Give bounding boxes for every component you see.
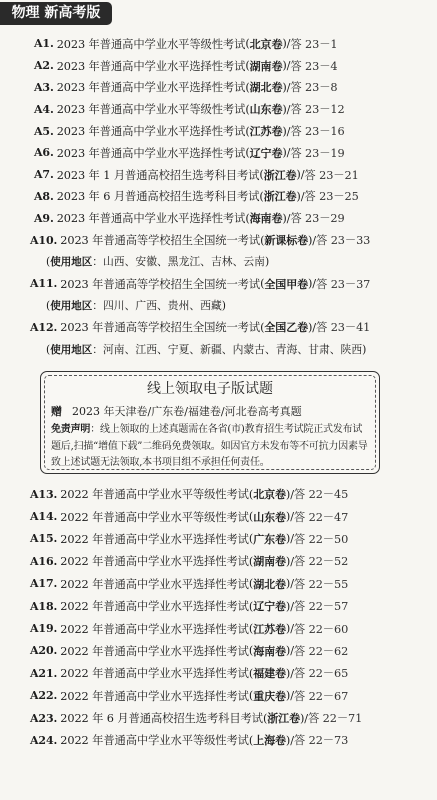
paren-open: ( — [260, 233, 265, 247]
exam-row — [30, 528, 433, 550]
exam-title: 2023 年普通高中学业水平选择性考试 — [56, 212, 246, 226]
paren-close: )/ — [296, 168, 305, 182]
exam-title: 2023 年普通高中学业水平等级性考试 — [56, 103, 246, 117]
paren-open: ( — [245, 80, 250, 94]
exam-volume: 江苏卷 — [249, 125, 283, 139]
answer-page: 答 23－12 — [290, 103, 345, 117]
exam-title: 2022 年普通高中学业水平选择性考试 — [60, 689, 249, 703]
exam-code: A17. — [30, 577, 58, 591]
exam-volume: 海南卷 — [253, 644, 286, 658]
gift-line — [51, 403, 302, 419]
answer-page: 答 22－50 — [293, 532, 349, 546]
exam-title: 2022 年普通高中学业水平选择性考试 — [60, 577, 249, 591]
answer-page: 答 23－21 — [304, 168, 359, 182]
exam-title: 2023 年普通高等学校招生全国统一考试 — [60, 321, 261, 335]
disclaimer-text: 线上领取的上述真题需在各省(市)教育招生考试院正式发布试题后,扫描“增值下载”二维码免费领取。如因官方未发布等不可抗力因素导致上述试题无法领取,本书项目组不承担任何责任。 — [51, 424, 368, 468]
online-download-box — [40, 371, 380, 474]
paren-close: )/ — [285, 733, 294, 747]
disclaimer: 免责声明：线上领取的上述真题需在各省(市)教育招生考试院正式发布试题后,扫描“增值下载”二维码免费领取。如因官方未发布等不可抗力因素导致上述试题无法领取,本书项目组不承担任何责任。 — [51, 424, 368, 468]
exam-title: 2023 年普通高等学校招生全国统一考试 — [60, 277, 261, 291]
paren-open: ( — [248, 554, 254, 568]
answer-page: 答 22－47 — [293, 510, 349, 524]
paren-open: ( — [248, 599, 254, 613]
paren-close: )/ — [282, 80, 291, 94]
box-title: 线上领取电子版试题 — [147, 381, 273, 397]
paren-open: ( — [245, 59, 250, 73]
exam-row — [34, 164, 433, 186]
exam-volume: 重庆卷 — [253, 689, 286, 703]
exam-row — [30, 707, 433, 729]
paren-open: ( — [248, 487, 254, 501]
exam-title: 2022 年普通高中学业水平等级性考试 — [60, 734, 249, 748]
exam-title: 2022 年普通高中学业水平等级性考试 — [60, 510, 249, 524]
paren-open: ( — [248, 689, 254, 703]
region-label: 使用地区 — [50, 256, 93, 269]
paren-open: ( — [248, 644, 254, 658]
exam-volume: 全国甲卷 — [264, 277, 308, 291]
answer-page: 答 22－60 — [293, 622, 349, 636]
exam-title: 2023 年 1 月普通高校招生选考科目考试 — [56, 168, 260, 182]
exam-volume: 山东卷 — [249, 103, 283, 117]
answer-page: 答 22－73 — [293, 734, 349, 748]
exam-code: A5. — [34, 124, 54, 138]
paren-close: )/ — [282, 59, 291, 73]
exam-title: 2023 年普通高中学业水平选择性考试 — [56, 146, 246, 160]
paren-close: )/ — [285, 644, 294, 658]
paren-close: )/ — [282, 124, 291, 138]
paren-close: )/ — [308, 233, 317, 247]
exam-code: A4. — [34, 102, 54, 116]
answer-page: 答 22－62 — [293, 644, 349, 658]
region-list: 山西、安徽、黑龙江、吉林、云南 — [103, 255, 265, 269]
exam-volume: 全国乙卷 — [264, 321, 308, 335]
paren-close: )/ — [285, 622, 294, 636]
answer-page: 答 22－65 — [293, 667, 349, 681]
exam-row — [34, 98, 433, 120]
region-label: 使用地区 — [50, 343, 93, 356]
exam-title: 2022 年普通高中学业水平等级性考试 — [60, 488, 249, 502]
exam-code: A1. — [34, 37, 54, 51]
answer-page: 答 23－41 — [316, 321, 371, 335]
exam-volume: 湖北卷 — [249, 81, 283, 95]
paren-close: )/ — [296, 189, 305, 203]
exam-row — [34, 55, 433, 77]
gift-label: 赠 — [51, 405, 62, 418]
exam-code: A20. — [30, 644, 58, 658]
exam-volume: 上海卷 — [253, 734, 286, 748]
answer-page: 答 22－52 — [293, 555, 349, 569]
exam-code: A19. — [30, 622, 58, 636]
paren-close: )/ — [308, 277, 317, 291]
exam-code: A11. — [30, 277, 58, 291]
disclaimer-label: 免责声明 — [51, 424, 91, 435]
paren-open: ( — [245, 124, 250, 138]
answer-page: 答 23－37 — [316, 277, 371, 291]
exam-row — [30, 505, 433, 527]
exam-row — [34, 120, 433, 142]
exam-row — [30, 316, 433, 338]
exam-volume: 浙江卷 — [263, 168, 297, 182]
paren-open: ( — [245, 102, 250, 116]
exam-title: 2023 年普通高中学业水平选择性考试 — [56, 125, 246, 139]
exam-row — [30, 595, 433, 617]
exam-volume: 浙江卷 — [267, 712, 300, 726]
exam-code: A21. — [30, 666, 58, 680]
region-label: 使用地区 — [50, 299, 93, 312]
paren-close: )/ — [285, 554, 294, 568]
exam-code: A6. — [34, 146, 54, 160]
exam-row — [34, 186, 433, 208]
answer-page: 答 23－4 — [290, 59, 338, 73]
answer-page: 答 23－33 — [316, 234, 371, 248]
paren-close: )/ — [282, 211, 291, 225]
exam-code: A16. — [30, 554, 58, 568]
exam-row — [30, 729, 433, 751]
paren-close: )/ — [285, 689, 294, 703]
exam-row — [34, 77, 433, 99]
paren-close: )/ — [285, 510, 294, 524]
paren-open: ( — [248, 510, 254, 524]
exam-title: 2023 年 6 月普通高校招生选考科目考试 — [56, 190, 260, 204]
exam-volume: 海南卷 — [249, 212, 283, 226]
subject-tag: 物理 新高考版 — [0, 2, 112, 25]
exam-row — [30, 573, 433, 595]
paren-close: )/ — [308, 320, 317, 334]
answer-page: 答 22－57 — [293, 600, 349, 614]
exam-row — [30, 662, 433, 684]
exam-row — [34, 142, 433, 164]
paren-open: ( — [245, 211, 250, 225]
exam-code: A15. — [30, 532, 58, 546]
exam-row — [34, 207, 433, 229]
exam-title: 2022 年 6 月普通高校招生选考科目考试 — [60, 712, 263, 726]
paren-open: ( — [259, 168, 264, 182]
answer-page: 答 22－71 — [307, 712, 363, 726]
exam-code: A22. — [30, 689, 58, 703]
answer-page: 答 22－55 — [293, 577, 349, 591]
paren-open: ( — [248, 577, 254, 591]
paren-close: )/ — [299, 711, 308, 725]
exam-code: A12. — [30, 320, 58, 334]
region-list: 河南、江西、宁夏、新疆、内蒙古、青海、甘肃、陕西 — [103, 342, 363, 356]
answer-page: 答 23－8 — [290, 81, 338, 95]
exam-code: A13. — [30, 487, 58, 501]
answer-page: 答 23－29 — [290, 212, 345, 226]
exam-code: A9. — [34, 211, 54, 225]
exam-row — [30, 483, 433, 505]
exam-title: 2022 年普通高中学业水平选择性考试 — [60, 600, 249, 614]
answer-page: 答 22－45 — [293, 488, 349, 502]
answer-page: 答 23－16 — [290, 125, 345, 139]
answer-page: 答 23－19 — [290, 146, 345, 160]
exam-code: A7. — [34, 168, 54, 182]
paren-close: )/ — [282, 37, 291, 51]
paren-open: ( — [260, 320, 265, 334]
paren-open: ( — [248, 666, 254, 680]
exam-volume: 广东卷 — [253, 532, 286, 546]
exam-code: A10. — [30, 233, 58, 247]
exam-volume: 福建卷 — [253, 667, 286, 681]
paren-close: )/ — [285, 666, 294, 680]
exam-volume: 湖南卷 — [249, 59, 283, 73]
exam-title: 2023 年普通高等学校招生全国统一考试 — [60, 234, 261, 248]
exam-list-2023 — [30, 33, 433, 360]
exam-volume: 北京卷 — [253, 488, 286, 502]
paren-close: )/ — [282, 102, 291, 116]
usage-region: ( 使用地区 ： 河南、江西、宁夏、新疆、内蒙古、青海、甘肃、陕西 ) — [46, 342, 367, 356]
region-list: 四川、广西、贵州、西藏 — [103, 298, 222, 312]
exam-row — [30, 617, 433, 639]
paren-open: ( — [248, 532, 254, 546]
exam-title: 2022 年普通高中学业水平选择性考试 — [60, 532, 249, 546]
exam-title: 2022 年普通高中学业水平选择性考试 — [60, 644, 249, 658]
paren-open: ( — [260, 277, 265, 291]
paren-open: ( — [262, 711, 268, 725]
exam-row — [30, 550, 433, 572]
exam-row — [30, 685, 433, 707]
exam-volume: 江苏卷 — [253, 622, 286, 636]
paren-close: )/ — [285, 532, 294, 546]
answer-page: 答 22－67 — [293, 689, 349, 703]
exam-volume: 辽宁卷 — [253, 600, 286, 614]
paren-close: )/ — [285, 577, 294, 591]
paren-open: ( — [245, 37, 250, 51]
paren-open: ( — [248, 622, 254, 636]
exam-code: A3. — [34, 80, 54, 94]
exam-volume: 新课标卷 — [264, 234, 308, 248]
exam-code: A23. — [30, 711, 58, 725]
exam-volume: 辽宁卷 — [249, 146, 283, 160]
exam-volume: 湖南卷 — [253, 555, 286, 569]
exam-code: A24. — [30, 733, 58, 747]
exam-row — [30, 229, 433, 251]
exam-row — [30, 273, 433, 295]
exam-row — [34, 33, 433, 55]
exam-title: 2023 年普通高中学业水平选择性考试 — [56, 81, 246, 95]
paren-open: ( — [248, 733, 254, 747]
exam-volume: 山东卷 — [253, 510, 286, 524]
exam-title: 2022 年普通高中学业水平选择性考试 — [60, 555, 249, 569]
exam-title: 2022 年普通高中学业水平选择性考试 — [60, 667, 249, 681]
paren-open: ( — [259, 189, 264, 203]
paren-close: )/ — [282, 146, 291, 160]
exam-list-2022 — [30, 483, 433, 752]
exam-code: A14. — [30, 510, 58, 524]
answer-page: 答 23－1 — [290, 37, 338, 51]
paren-close: )/ — [285, 487, 294, 501]
exam-row — [30, 640, 433, 662]
gift-text: 2023 年天津卷/广东卷/福建卷/河北卷高考真题 — [72, 405, 302, 418]
paren-open: ( — [245, 146, 250, 160]
answer-page: 答 23－25 — [304, 190, 359, 204]
usage-region: ( 使用地区 ： 四川、广西、贵州、西藏 ) — [46, 298, 226, 312]
exam-code: A2. — [34, 59, 54, 73]
exam-volume: 浙江卷 — [263, 190, 297, 204]
exam-code: A8. — [34, 189, 54, 203]
exam-title: 2023 年普通高中学业水平等级性考试 — [56, 37, 246, 51]
exam-title: 2022 年普通高中学业水平选择性考试 — [60, 622, 249, 636]
exam-code: A18. — [30, 599, 58, 613]
paren-close: )/ — [285, 599, 294, 613]
exam-volume: 北京卷 — [249, 37, 283, 51]
usage-region: ( 使用地区 ： 山西、安徽、黑龙江、吉林、云南 ) — [46, 255, 270, 269]
exam-volume: 湖北卷 — [253, 577, 286, 591]
exam-title: 2023 年普通高中学业水平选择性考试 — [56, 59, 246, 73]
